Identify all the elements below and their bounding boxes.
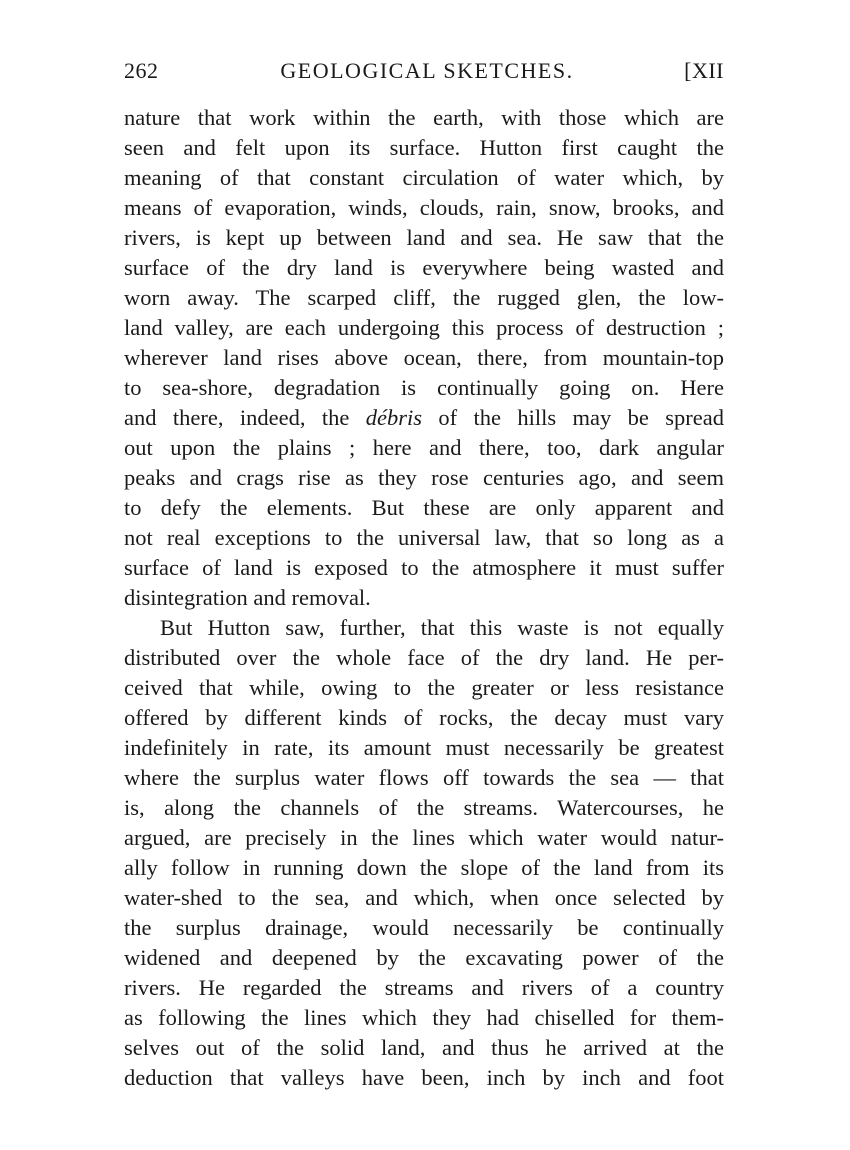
page-number: 262 xyxy=(124,58,159,83)
text-line: not real exceptions to the universal law, that so long as a xyxy=(124,525,724,550)
text-line: distributed over the whole face of the dry land. He per- xyxy=(124,645,724,670)
running-head xyxy=(124,58,724,90)
chapter-mark: [XII xyxy=(684,58,724,83)
paragraph xyxy=(124,613,724,1093)
text-line: offered by different kinds of rocks, the decay must vary xyxy=(124,705,724,730)
text-line: to defy the elements. But these are only apparent and xyxy=(124,495,724,520)
italic-term: débris xyxy=(365,405,422,430)
text-line: ceived that while, owing to the greater or less resistance xyxy=(124,675,724,700)
text-line: the surplus drainage, would necessarily be continually xyxy=(124,915,724,940)
text-line: rivers. He regarded the streams and rivers of a country xyxy=(124,975,724,1000)
text-line: land valley, are each undergoing this process of destruction ; xyxy=(124,315,724,340)
text-line: and there, indeed, the débris of the hills may be spread xyxy=(124,405,725,430)
text-line: ally follow in running down the slope of the land from its xyxy=(124,855,724,880)
text-line: is, along the channels of the streams. Watercourses, he xyxy=(124,795,724,820)
text-line: out upon the plains ; here and there, too, dark angular xyxy=(124,435,724,460)
text-line: peaks and crags rise as they rose centuries ago, and seem xyxy=(124,465,724,490)
text-line: worn away. The scarped cliff, the rugged glen, the low- xyxy=(124,285,724,310)
text-line: wherever land rises above ocean, there, from mountain-top xyxy=(124,345,724,370)
text-line: to sea-shore, degradation is continually going on. Here xyxy=(124,375,724,400)
text-line: argued, are precisely in the lines which water would natur- xyxy=(124,825,724,850)
text-line: rivers, is kept up between land and sea. He saw that the xyxy=(124,225,724,250)
text-line: water-shed to the sea, and which, when once selected by xyxy=(124,885,724,910)
text-line: where the surplus water flows off towards the sea — that xyxy=(124,765,724,790)
text-line: meaning of that constant circulation of water which, by xyxy=(124,165,724,190)
text-line: means of evaporation, winds, clouds, rain, snow, brooks, and xyxy=(124,195,724,220)
text-line: widened and deepened by the excavating power of the xyxy=(124,945,724,970)
text-line: surface of the dry land is everywhere being wasted and xyxy=(124,255,724,280)
book-title: GEOLOGICAL SKETCHES. xyxy=(280,58,574,83)
text-line: indefinitely in rate, its amount must necessarily be greatest xyxy=(124,735,724,760)
text-line: nature that work within the earth, with those which are xyxy=(124,105,724,130)
text-line: seen and felt upon its surface. Hutton first caught the xyxy=(124,135,724,160)
body-text xyxy=(124,103,724,1093)
text-line: as following the lines which they had chiselled for them- xyxy=(124,1005,724,1030)
text-line: surface of land is exposed to the atmosphere it must suffer xyxy=(124,555,724,580)
text-line: deduction that valleys have been, inch by inch and foot xyxy=(124,1065,724,1090)
paragraph xyxy=(124,103,724,613)
text-line: disintegration and removal. xyxy=(124,585,371,610)
text-line: But Hutton saw, further, that this waste is not equally xyxy=(160,615,724,640)
text-line: selves out of the solid land, and thus he arrived at the xyxy=(124,1035,724,1060)
